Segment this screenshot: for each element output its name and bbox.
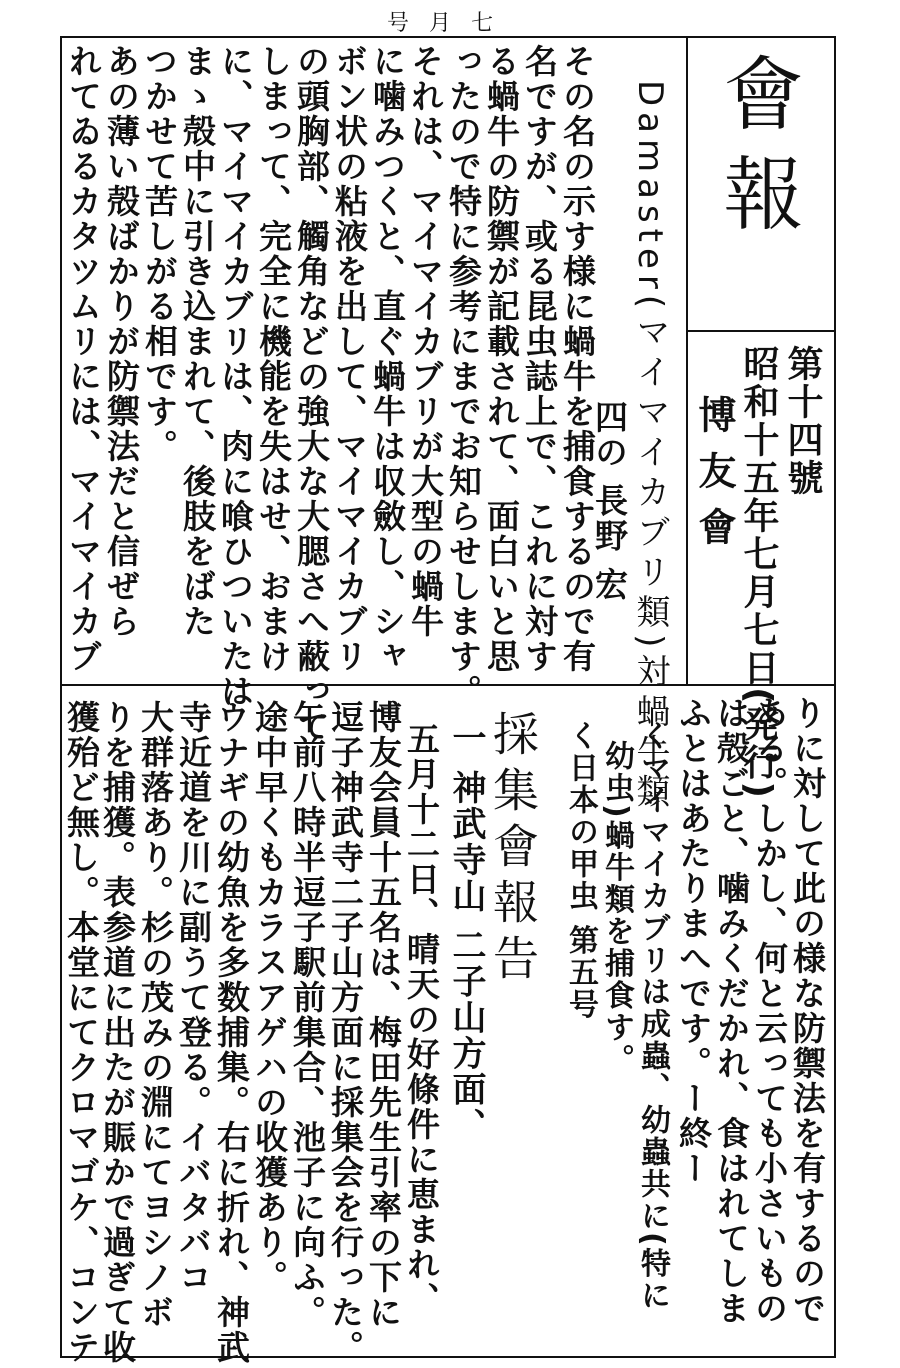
note-line: くマイマイカブリは成蟲、幼蟲共に(特に: [635, 720, 670, 1312]
report-line: 博友会員十五名は、梅田先生引率の下に: [364, 700, 403, 1330]
report-line: 逗子神武寺二子山方面に採集会を行った。: [326, 700, 365, 1365]
report-line: 五月十二日、晴天の好條件に恵まれ、: [402, 722, 441, 1317]
masthead-inner-divider: [686, 330, 836, 332]
article-line: その名の示す様に蝸牛を捕食するので有: [558, 44, 597, 674]
report-line: 途中早くもカラスアゲハの收獲あり。: [250, 700, 289, 1295]
report-line: ウナギの幼魚を多数捕集。右に折れ、神武: [212, 700, 251, 1365]
article-line: まゝ殻中に引き込まれて、後肢をばた: [178, 44, 217, 639]
report-line: 午前八時半逗子駅前集合、池子に向ふ。: [288, 700, 327, 1330]
article-end-line: りに対して此の様な防禦法を有するので: [788, 696, 827, 1326]
article-line: しまって、完全に機能を失はせ、おまけ: [254, 44, 293, 674]
publisher: 博友會: [692, 395, 736, 563]
article-line: れてゐるカタツムリには、マイマイカブ: [64, 44, 103, 674]
article-line: る蝸牛の防禦が記載されて、面白いと思: [482, 44, 521, 674]
report-line: りを捕獲。表参道に出たが賑かで過ぎて收: [98, 700, 137, 1365]
report-line: 獲殆ど無し。本堂にてクロマゴケ、コンテ: [62, 700, 101, 1365]
article-line: に噛みつくと、直ぐ蝸牛は収斂し、シャ: [368, 44, 407, 674]
report-subtitle: 一 神武寺山 二子山方面、: [446, 720, 486, 1144]
article-line: あの薄い殻ばかりが防禦法だと信ぜら: [102, 44, 141, 639]
masthead-divider: [686, 36, 688, 684]
article-line: の頭胸部、觸角などの強大な大腮さへ蔽って: [292, 44, 331, 744]
article-line: に、マイマイカブリは、肉に喰ひついたは: [216, 44, 255, 709]
article-title: Damaster(マイマイカブリ類)対蝸牛類: [630, 80, 670, 814]
report-line: 寺近道を川に副うて登る。イバタバコ: [174, 700, 213, 1295]
article-line: ったので特に参考にまでお知らせします。: [444, 44, 483, 709]
article-line: ボン状の粘液を出して、マイマイカブリ: [330, 44, 369, 674]
note-line: 幼虫)蝸牛類を捕食す。: [599, 740, 634, 1076]
issue-number: 第十四號: [782, 345, 823, 497]
report-line: 大群落あり。杉の茂みの淵にてヨシノボ: [136, 700, 175, 1330]
article-end-line: ふとはあたりまへです。ー終ー: [674, 696, 713, 1186]
article-line: それは、マイマイカブリが大型の蝸牛: [406, 44, 445, 639]
article-end-line: ある。しかし、何と云っても小さいもの: [750, 696, 789, 1326]
article-line: つかせて苦しがる相です。: [140, 44, 179, 464]
note-line: く日本の甲虫 第五号: [563, 720, 598, 1021]
article-author: 四の 長野 宏: [590, 400, 629, 602]
issue-date: 昭和十五年七月七日(発行): [738, 345, 779, 800]
article-line: 名ですが、或る昆虫誌上で、これに対す: [520, 44, 559, 674]
page-header: 号月七: [386, 11, 513, 36]
report-title: 採集會報告: [486, 710, 540, 990]
masthead-title: 會報: [710, 52, 803, 252]
article-end-line: は殻ごと、噛みくだかれ、食はれてしま: [712, 696, 751, 1326]
